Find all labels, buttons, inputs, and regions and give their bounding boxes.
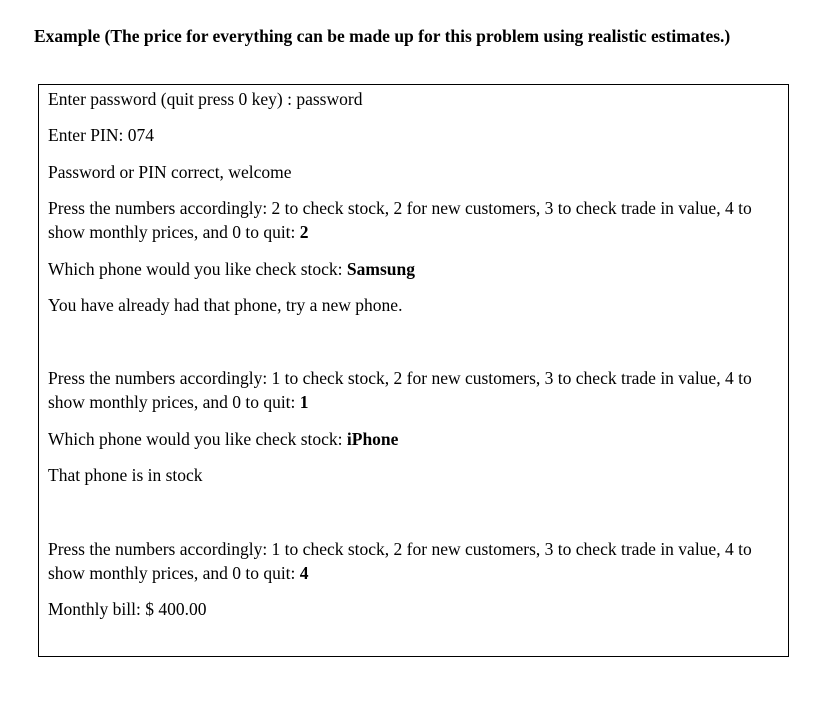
example-heading: Example (The price for everything can be made up for this problem using realistic estimates.): [34, 26, 731, 46]
stock-prompt-text: Which phone would you like check stock:: [48, 429, 347, 449]
menu-choice-input: 2: [299, 222, 309, 242]
password-prompt-line: Enter password (quit press 0 key) : password: [48, 89, 363, 109]
pin-prompt-line: Enter PIN: 074: [48, 125, 154, 145]
stock-prompt-line: [48, 257, 768, 281]
menu-prompt-text: Press the numbers accordingly: 2 to check stock, 2 for new customers, 3 to check trade in value, 4 to show monthly prices, and 0 to quit:: [48, 198, 752, 242]
menu-choice-input: 1: [299, 392, 309, 412]
welcome-line: Password or PIN correct, welcome: [48, 162, 292, 182]
menu-prompt-line: [48, 196, 768, 244]
response-line: You have already had that phone, try a new phone.: [48, 295, 403, 315]
phone-choice-input: Samsung: [346, 259, 415, 279]
stock-prompt-text: Which phone would you like check stock:: [48, 259, 347, 279]
menu-prompt-text: Press the numbers accordingly: 1 to check stock, 2 for new customers, 3 to check trade in value, 4 to show monthly prices, and 0 to quit:: [48, 539, 752, 583]
phone-choice-input: iPhone: [346, 429, 399, 449]
menu-prompt-text: Press the numbers accordingly: 1 to check stock, 2 for new customers, 3 to check trade in value, 4 to show monthly prices, and 0 to quit:: [48, 368, 752, 412]
stock-prompt-line: [48, 427, 768, 451]
response-line: That phone is in stock: [48, 465, 203, 485]
monthly-bill-line: Monthly bill: $ 400.00: [48, 599, 207, 619]
menu-choice-input: 4: [299, 563, 309, 583]
menu-prompt-line: [48, 366, 768, 414]
menu-prompt-line: [48, 537, 768, 585]
console-output-box: [38, 84, 789, 657]
